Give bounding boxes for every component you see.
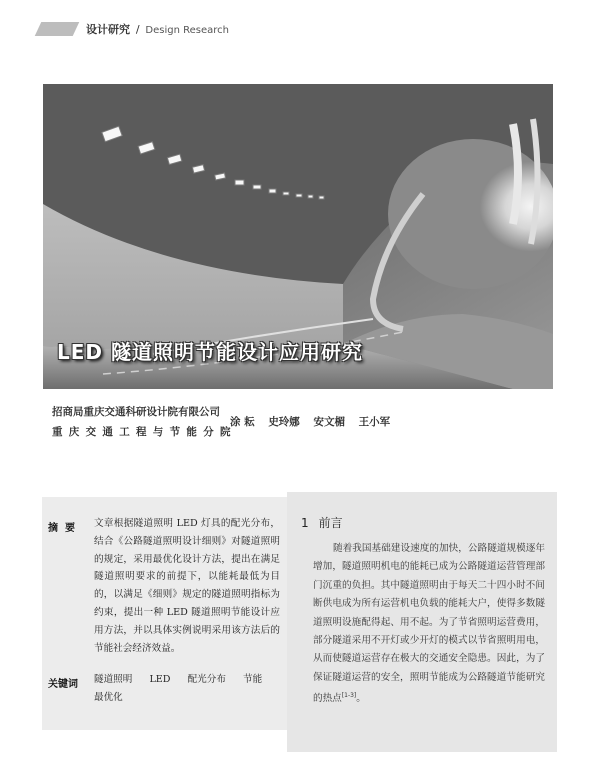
author-block — [52, 404, 572, 444]
author-name: 涂 耘 — [230, 416, 255, 428]
intro-section — [287, 492, 557, 752]
abstract-box — [42, 497, 287, 730]
section-category — [86, 21, 229, 37]
citation: [1-3] — [341, 692, 357, 700]
intro-end: 。 — [356, 693, 366, 705]
author-name: 安文楣 — [313, 416, 345, 428]
section-number: 1 — [301, 516, 309, 530]
header-bar-decoration — [35, 22, 80, 36]
hero-image — [43, 84, 553, 389]
abstract-text: 文章根据隧道照明 LED 灯具的配光分布，结合《公路隧道照明设计细则》对隧道照明的规定，采用最优化设计方法，提出在满足隧道照明要求的前提下，以能耗最低为目的，以满足《细则》规定的隧道照明指标为约束，提出一种 LED 隧道照明节能设计应用方法，并以具体实例说明采用该方法后的节能社会经济效益。 — [94, 518, 280, 654]
intro-text: 随着我国基础建设速度的加快，公路隧道规模逐年增加，隧道照明机电的能耗已成为公路隧道运营管理部门沉重的负担。其中隧道照明由于每天二十四小时不间断供电成为所有运营机电负载的能耗大户，使得多数隧道照明设施配得起、用不起。为了节省照明运营费用，部分隧道采用不开灯或少开灯的模式以节省照明用电，从而使隧道运营存在极大的交通安全隐患。因此，为了保证隧道运营的安全，照明节能成为公路隧道节能研究的热点 — [313, 543, 545, 705]
section-title: 前言 — [318, 516, 343, 530]
affiliation-line-2: 重庆交通工程与节能分院 — [52, 426, 237, 438]
author-name: 史玲娜 — [268, 416, 300, 428]
category-en: Design Research — [145, 25, 229, 36]
article-title: LED 隧道照明节能设计应用研究 — [57, 340, 363, 364]
author-name: 王小军 — [358, 416, 391, 428]
keyword: 最优化 — [94, 691, 123, 703]
section-heading — [301, 514, 343, 531]
section-header — [38, 18, 229, 40]
category-cn: 设计研究 — [86, 23, 130, 36]
keywords-list — [94, 671, 280, 707]
keyword: LED — [149, 674, 171, 685]
abstract-label: 摘要 — [48, 523, 82, 534]
category-separator: / — [135, 23, 140, 36]
author-names — [230, 414, 400, 429]
keyword: 节能 — [243, 674, 263, 685]
intro-paragraph — [313, 540, 545, 709]
keywords-label: 关键词 — [48, 679, 78, 690]
keyword: 配光分布 — [187, 674, 226, 685]
affiliation-line-1: 招商局重庆交通科研设计院有限公司 — [52, 406, 220, 418]
keyword: 隧道照明 — [94, 674, 133, 685]
